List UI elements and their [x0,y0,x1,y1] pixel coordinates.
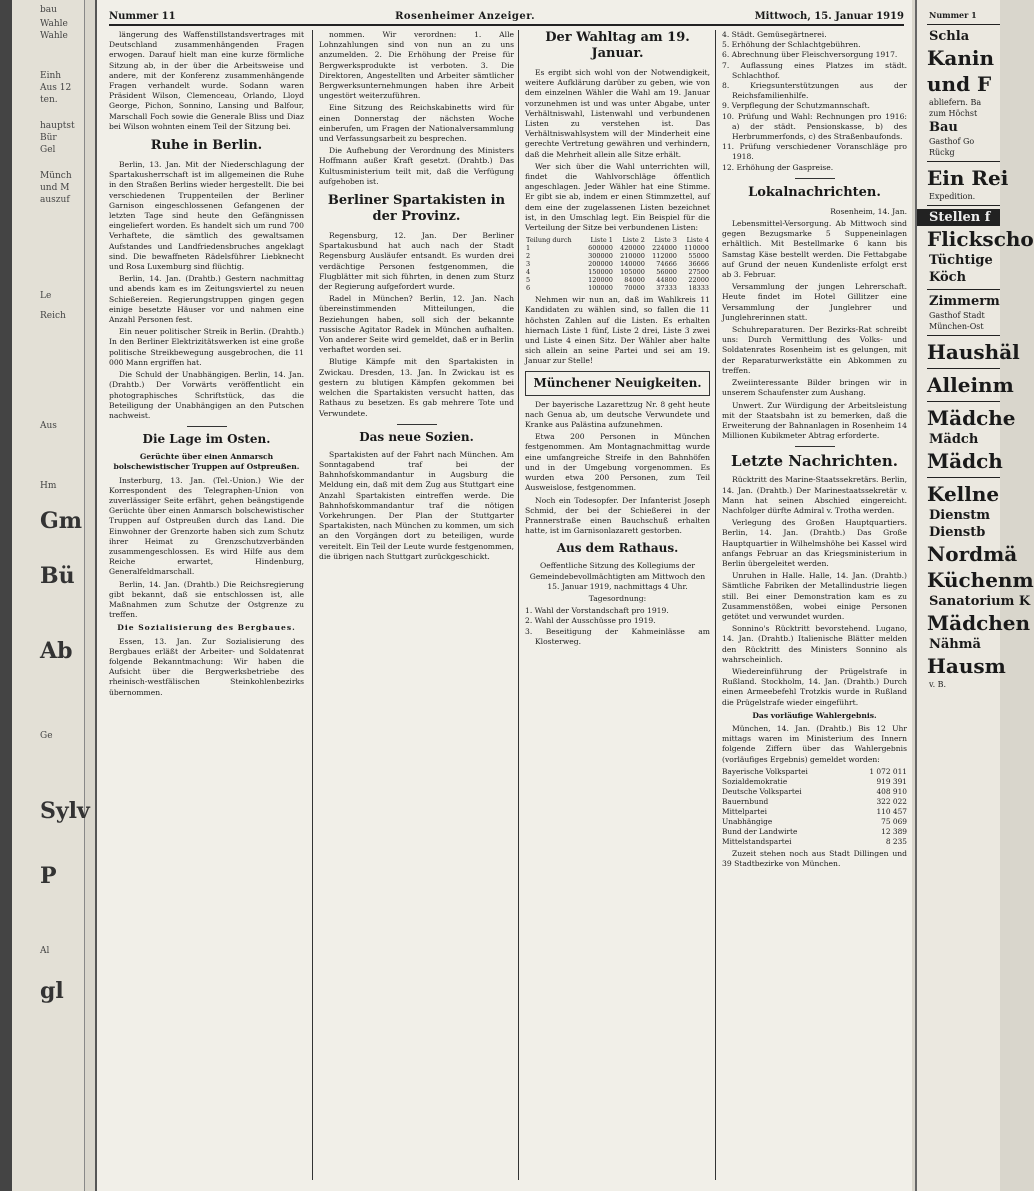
vote-count: 110 457 [876,806,907,816]
table-cell: 140000 [620,260,645,269]
party-name: Mittelstandspartei [722,836,792,846]
page-gutter [0,0,12,1191]
ad-fragment: Küchenm [927,568,1034,592]
headline-osten: Die Lage im Osten. [142,432,271,447]
table-row [722,797,907,807]
table-cell: 22000 [688,276,709,285]
ad-fragment: Flickscho [927,227,1034,251]
right-page-strip [915,0,1034,1191]
table-header: Teilung durch [526,236,572,245]
vote-count: 8 235 [885,836,907,846]
list-item: 7. Auflassung eines Platzes im städt. Schlachthof. [722,60,907,80]
table-cell: 6 [526,284,531,293]
table-row [722,837,907,847]
divider [927,289,1000,290]
divider [927,205,1000,206]
article-text: München, 14. Jan. (Drahtb.) Bis 12 Uhr mittags waren im Ministerium des Innern folgende Ziffern über das Wahlergebnis (vorläufiges Ergebnis) gemeldet worden: [722,723,907,764]
table-header: Liste 3 [654,236,677,245]
list-item: 2. Wahl der Ausschüsse pro 1919. [525,616,656,626]
article-text: Oeffentliche Sitzung des Kollegiums der Gemeindebevollmächtigten am Mittwoch den 15. Januar 1919, nachmittags 4 Uhr. [529,561,706,591]
divider [397,424,437,425]
ad-fragment: Bau [929,120,958,135]
list-item: 5. Erhöhung der Schlachtgebühren. [722,40,861,50]
left-strip-fragment: Aus [40,421,57,431]
headline-spartakisten: Berliner Spartakisten in der Provinz. [327,193,506,225]
ad-fragment: Mädche [927,406,1016,430]
list-item: 10. Prüfung und Wahl: Rechnungen pro 1916: a) der städt. Pensionskasse, b) des Herbrummerfonds, c) des Straßenbaufonds. [722,111,907,142]
article-text: Sonnino's Rücktritt bevorstehend. Lugano, 14. Jan. (Drahtb.) Italienische Blätter melden den Rücktritt des Ministers Sonnino als wahrscheinlich. [722,624,907,664]
ad-fragment: Kanin [927,46,995,70]
article-text: Unruhen in Halle. Halle, 14. Jan. (Drahtb.) Sämtliche Fabriken der Metallindustrie liegen still. Bei einer Demonstration kam es zu Zusammenstößen, wobei einige Personen getötet und verwundet wurden. [722,571,907,621]
table-cell: 3 [526,260,531,269]
left-strip-fragment: Ge [40,731,53,741]
left-strip-fragment: Al [40,946,50,956]
divider [795,446,835,447]
article-text: Berlin, 14. Jan. (Drahtb.) Gestern nachmittag und abends kam es im Zeitungsviertel zu neuen Schießereien. Regierungstruppen gingen gegen einige besetzte Häuser vor und nahmen eine Anzahl Personen fest. [109,274,304,325]
list-item: 12. Erhöhung der Gaspreise. [722,162,834,172]
article-text: längerung des Waffenstillstandsvertrages mit Deutschland zusammenhängenden Fragen erwogen. Darauf hielt man eine kurze förmliche Sitzung ab, in der über die Arbeitsweise und andere, mit der Konferenz zusammenhängende Fragen verhandelt wurde. Sodann waren Präsident Wilson, Clemenceau, Orlando, Lloyd George, Pichon, Sonnino, Lansing und Balfour, Marschall Foch sowie die Generale Bliss und Diaz bei Wilson wohnten einem Teil der Sitzung bei. [109,30,304,131]
party-name: Bauernbund [722,796,769,806]
party-name: Mittelpartei [722,806,767,816]
vote-count: 75 069 [881,816,907,826]
agenda-list-continued [722,30,907,173]
ad-fragment: Gasthof Stadt [929,311,985,320]
article-text: Es ergibt sich wohl von der Notwendigkeit, weitere Aufklärung darüber zu geben, wie von dem einzelnen Wähler die Wahl am 19. Januar vorzunehmen ist und was unter Abgabe, unter Verhältniswahl, Listenwahl und verbundenen Listen zu verstehen ist. Das Verhältniswahlsystem will der Minderheit eine gerechte Vertretung gewähren und verhindern, daß die Mehrheit allein alle Sitze erhält. [525,68,710,159]
headline-wahltag: Der Wahltag am 19. Januar. [545,30,690,61]
article-text: Wiedereinführung der Prügelstrafe in Rußland. Stockholm, 14. Jan. (Drahtb.) Durch einen Armeebefehl Trotzkis wurde in Rußland die Prügelstrafe wieder eingeführt. [722,666,907,707]
table-cell: 56000 [656,268,677,277]
article-text: Versammlung der jungen Lehrerschaft. Heute findet im Hotel Gillitzer eine Versammlung der Junglehrer und Junglehrerinnen statt. [722,282,907,322]
article-text: Der bayerische Lazarettzug Nr. 8 geht heute nach Genua ab, um deutsche Verwundete und Kranke aus Palästina aufzunehmen. [525,399,710,430]
election-example-table [525,236,710,292]
headline-letzte-nachrichten: Letzte Nachrichten. [731,452,898,471]
ad-fragment: Gasthof Go [929,137,975,146]
ad-fragment: Nordmä [927,542,1018,566]
article-text: Zuzeit stehen noch aus Stadt Dillingen und 39 Stadtbezirke von München. [722,848,907,868]
table-cell: 55000 [688,252,709,261]
table-cell: 27500 [688,268,709,277]
table-header: Liste 4 [686,236,709,245]
article-text: Etwa 200 Personen in München festgenommen. Am Montagnachmittag wurde eine umfangreiche Streife in den Bahnhöfen und in der Umgebung vorgenommen. Es wurden etwa 200 Personen, zum Teil Ausweislose, festgenommen. [525,432,710,493]
table-cell: 224000 [652,244,677,253]
ad-fragment: Nummer 1 [929,10,977,20]
table-cell: 2 [526,252,531,261]
left-strip-fragment: Gm [40,508,83,534]
article-text: nommen. Wir verordnen: 1. Alle Lohnzahlungen sind von nun an zu uns anzumelden. 2. Die Erhöhung der Preise für Bergwerksprodukte ist verboten. 3. Die Direktoren, Angestellten und Arbeiter sämtlicher Bergwerksunternehmungen haben ihre Arbeit ungestört weiterzuführen. [319,30,514,101]
table-cell: 200000 [588,260,613,269]
ad-fragment: zum Höchst [929,109,978,118]
divider [927,368,1000,369]
table-cell: 5 [526,276,531,285]
list-item: 8. Kriegsunterstützungen aus der Reichsfamilienhilfe. [722,81,907,101]
table-cell: 18333 [688,284,709,293]
divider [927,161,1000,162]
ad-fragment: abliefern. Ba [929,98,982,107]
table-cell: 70000 [624,284,645,293]
table-cell: 105000 [620,268,645,277]
left-strip-line: Einh [40,71,62,81]
table-row [722,787,907,797]
headline-rathaus: Aus dem Rathaus. [556,541,679,556]
table-header: Liste 2 [622,236,645,245]
ad-fragment: Köch [929,270,967,285]
column-rule [312,30,313,1180]
table-row [525,252,710,260]
agenda-list [525,606,710,647]
vote-count: 322 022 [876,796,907,806]
table-cell: 120000 [588,276,613,285]
left-strip-line: hauptst [40,121,75,131]
left-strip-line: Wahle [40,31,68,41]
table-cell: 600000 [588,244,613,253]
agenda-heading: Tagesordnung: [588,593,647,603]
ad-fragment: Mädch [927,449,1003,473]
left-strip-fragment: Sylv [40,798,90,824]
column-4 [722,30,907,1180]
ad-fragment: Tüchtige [929,253,993,268]
table-header: Liste 1 [590,236,613,245]
left-strip-line: Aus 12 [40,83,72,93]
ad-fragment: Dienstm [929,508,991,523]
left-strip-line: Wahle [40,19,68,29]
ad-fragment: v. B. [929,680,947,689]
left-strip-line: Gel [40,145,56,155]
left-strip-line: auszuf [40,195,70,205]
list-item: 1. Wahl der Vorstandschaft pro 1919. [525,606,669,616]
headline-berlin: Ruhe in Berlin. [150,138,263,154]
vote-count: 919 391 [876,776,907,786]
left-strip-line: ten. [40,95,58,105]
table-cell: 37333 [656,284,677,293]
article-text: Essen, 13. Jan. Zur Sozialisierung des Bergbaues erläßt der Arbeiter- und Soldatenrat folgende Bekanntmachung: Wir haben die Aufsicht über die Bergwerksbetriebe des rheinisch-westfälischen Steinkohlenbezirks übernommen. [109,636,304,697]
page-header [109,8,904,26]
party-name: Bayerische Volkspartei [722,766,808,776]
table-row [525,268,710,276]
ad-fragment: Stellen f [917,209,1000,226]
article-text: Unwert. Zur Würdigung der Arbeitsleistung mit der Staatsbahn ist zu bemerken, daß die Erweiterung der Bahnanlagen in Rosenheim 14 Millionen Kubikmeter Abtrag erforderte. [722,400,907,441]
article-text: Berlin, 13. Jan. Mit der Niederschlagung der Spartakusherrschaft ist im allgemeinen die Ruhe in den Straßen Berlins wieder hergestellt. Die bei verschiedenen Truppenteilen der Berliner Garnison eingeschlossenen Gefangenen der letzten Tage sind heute den Gefängnissen eingeliefert worden. Es handelt sich um rund 700 Verhaftete, die sämtlich des gewaltsamen Aufstandes und Landfriedensbruches angeklagt sind. Die bewaffneten Rädelsführer Liebknecht und Rosa Luxemburg sind flüchtig. [109,160,304,272]
table-cell: 74666 [656,260,677,269]
table-cell: 4 [526,268,531,277]
party-name: Sozialdemokratie [722,776,788,786]
article-text: Berlin, 14. Jan. (Drahtb.) Die Reichsregierung gibt bekannt, daß sie entschlossen ist, alle Maßnahmen zum Schutze der Ostgrenze zu treffen. [109,579,304,620]
issue-number: Nummer 11 [109,10,176,22]
left-strip-line: Bür [40,133,57,143]
left-strip-fragment: gl [40,978,64,1004]
table-cell: 420000 [620,244,645,253]
ad-fragment: Rückg [929,148,955,157]
divider [927,24,1000,25]
newspaper-title: Rosenheimer Anzeiger. [395,10,536,22]
headline-sozialisierung: Die Sozialisierung des Bergbaues. [117,623,296,633]
left-strip-fragment: Bü [40,563,75,589]
headline-lokalnachrichten: Lokalnachrichten. [748,184,881,200]
ad-fragment: München-Ost [929,322,984,331]
table-row [525,244,710,252]
table-row [525,276,710,284]
article-text: Verlegung des Großen Hauptquartiers. Berlin, 14. Jan. (Drahtb.) Das Große Hauptquartier in Wilhelmshöhe bei Kassel wird anfangs Februar an das Kriegsministerium in Berlin übergeleitet werden. [722,518,907,568]
election-results-table [722,767,907,847]
table-cell: 84000 [624,276,645,285]
left-strip-line: und M [40,183,70,193]
ad-fragment: Haushäl [927,340,1020,364]
left-strip-fragment: Le [40,291,52,301]
table-row [722,817,907,827]
ad-fragment: Sanatorium K [929,594,1031,609]
article-text: Rücktritt des Marine-Staatssekretärs. Berlin, 14. Jan. (Drahtb.) Der Marinestaatssekretär v. Mann hat seinen Abschied eingereicht. Nachfolger dürfte Admiral v. Trotha werden. [722,475,907,515]
ad-fragment: Ein Rei [927,166,1009,190]
table-cell: 300000 [588,252,613,261]
ad-fragment: Kellne [927,482,1000,506]
article-text: Regensburg, 12. Jan. Der Berliner Spartakusbund hat auch nach der Stadt Regensburg Ausläufer entsandt. Es wurden drei verdächtige Personen festgenommen, die Flugblätter mit sich führten, in denen zum Sturz der Regierung aufgefordert wurde. [319,231,514,292]
party-name: Unabhängige [722,816,773,826]
article-text: Insterburg, 13. Jan. (Tel.-Union.) Wie der Korrespondent des Telegraphen-Union von zuverlässiger Seite erfährt, gehen beängstigende Gerüchte über einen Anmarsch bolschewistischer Truppen auf Ostpreußen durch das Land. Die Einwohner der Grenzorte haben sich zum Schutz ihrer Heimat zu Grenzschutzverbänden zusammengeschlossen. Es wird Hilfe aus dem Reiche erwartet, Hindenburg, Generalfeldmarschall. [109,475,304,577]
list-item: 4. Städt. Gemüsegärtnerei. [722,30,827,39]
table-cell: 150000 [588,268,613,277]
table-row [722,807,907,817]
article-text: Schuhreparaturen. Der Bezirks-Rat schreibt uns: Durch Vermittlung des Volks- und Soldatenrates Rosenheim ist es gelungen, mit der Reparaturwerkstätte ein Abkommen zu treffen. [722,325,907,375]
divider [927,477,1000,478]
ad-fragment: Zimmerm [929,294,1000,309]
column-1 [109,30,304,1180]
ad-fragment: Alleinm [927,373,1014,397]
ad-fragment: Schla [929,29,970,44]
column-rule [715,30,716,1180]
table-cell: 210000 [620,252,645,261]
headline-neuigkeiten: Münchener Neuigkeiten. [533,375,702,390]
list-item: 3. Beseitigung der Kahmeinlässe am Klosterweg. [525,626,710,646]
vote-count: 1 072 011 [869,766,907,776]
table-header-row [525,236,710,244]
table-cell: 112000 [652,252,677,261]
article-text: Blutige Kämpfe mit den Spartakisten in Zwickau. Dresden, 13. Jan. In Zwickau ist es gestern zu blutigen Kämpfen gekommen bei welchen die Spartakisten versucht hatten, das Rathaus zu besetzen. Es gab mehrere Tote und Verwundete. [319,357,514,418]
table-row [722,827,907,837]
left-strip-fragment: P [40,863,57,889]
divider [795,178,835,179]
party-name: Bund der Landwirte [722,826,798,836]
divider [927,335,1000,336]
article-text: Zweiinteressante Bilder bringen wir in unserem Schaufenster zum Aushang. [722,378,907,398]
headline-wahlergebnis: Das vorläufige Wahlergebnis. [752,710,877,720]
left-strip-fragment: Ab [40,638,73,664]
section-box [525,371,710,396]
party-name: Deutsche Volkspartei [722,786,802,796]
dateline: Rosenheim, 14. Jan. [830,206,907,216]
ad-fragment: und F [927,72,992,96]
table-cell: 100000 [588,284,613,293]
article-text: Die Schuld der Unabhängigen. Berlin, 14. Jan. (Drahtb.) Der Vorwärts veröffentlicht ein photographisches Schriftstück, das die Beteiligung der Unabhängigen an den Putschen nachweist. [109,370,304,420]
left-strip-fragment: Reich [40,311,66,321]
column-2 [319,30,514,1180]
article-text: Noch ein Todesopfer. Der Infanterist Joseph Schmid, der bei der Schießerei in der Prannerstraße einen Bauchschuß erhalten hatte, ist im Garnisonlazarett gestorben. [525,495,710,536]
divider [187,426,227,427]
table-row [722,777,907,787]
article-text: Nehmen wir nun an, daß im Wahlkreis 11 Kandidaten zu wählen sind, so fallen die 11 höchsten Zahlen auf die Listen. Es erhalten hiernach Liste 1 fünf, Liste 2 drei, Liste 3 zwei und Liste 4 einen Sitz. Der Wähler aber halte sich allein an seine Partei und sei am 19. Januar zur Stelle! [525,295,710,366]
column-3 [525,30,710,1180]
list-item: 11. Prüfung verschiedener Voranschläge pro 1918. [722,142,907,162]
table-row [525,284,710,292]
left-strip-line: Münch [40,171,72,181]
table-row [525,260,710,268]
ad-fragment: Mädch [929,432,979,447]
issue-date: Mittwoch, 15. Januar 1919 [754,10,904,22]
table-cell: 110000 [684,244,709,253]
vote-count: 12 389 [881,826,907,836]
table-cell: 44800 [656,276,677,285]
left-page-strip [0,0,90,1191]
list-item: 6. Abrechnung über Fleischversorgung 1917. [722,50,898,60]
table-row [722,767,907,777]
divider [927,401,1000,402]
article-text: Spartakisten auf der Fahrt nach München. Am Sonntagabend traf bei der Bahnhofskommandantur in Augsburg die Meldung ein, daß mit dem Zug aus Stuttgart eine Anzahl Spartakisten eintreffen werde. Die Bahnhofskommandantur traf die nötigen Vorkehrungen. Der Plan der Stuttgarter Spartakisten, nach München zu kommen, um sich an den Vorgängen dort zu beteiligen, wurde vereitelt. Ein Teil der Leute wurde festgenommen, die übrigen nach Stuttgart zurückgeschickt. [319,449,514,561]
left-strip-line: bau [40,5,57,15]
ad-fragment: Hausm [927,654,1006,678]
left-strip-fragment: Hm [40,481,57,491]
column-rule [518,30,519,1180]
ad-fragment: Nähmä [929,637,981,652]
table-cell: 1 [526,244,531,253]
article-text: Lebensmittel-Versorgung. Ab Mittwoch sind gegen Bezugsmarke 5 Suppeneinlagen erhältlich. Mit Bestellmarke 6 kann bis Samstag Käse bestellt werden. Die Fettabgabe auf Grund der neuen Kundenliste erfolgt erst ab 3. Februar. [722,219,907,280]
vote-count: 408 910 [876,786,907,796]
article-text: Wer sich über die Wahl unterrichten will, findet die Wahlvorschläge öffentlich angeschlagen. Jeder Wähler hat eine Stimme. Er gibt sie ab, indem er einen Stimmzettel, auf dem eine der zugelassenen Listen bezeichnet ist, in den Umschlag legt. Ein Beispiel für die Verteilung der Sitze bei verbundenen Listen: [525,161,710,233]
headline-sozien: Das neue Sozien. [359,429,474,444]
ad-fragment: Expedition. [929,192,976,201]
ad-fragment: Mädchen [927,611,1031,635]
list-item: 9. Verpflegung der Schutzmannschaft. [722,101,870,111]
article-text: Eine Sitzung des Reichskabinetts wird für einen Donnerstag der nächsten Woche einberufen, um Fragen der Nationalversammlung und Verfassungsarbeit zu besprechen. [319,103,514,144]
article-text: Radel in München? Berlin, 12. Jan. Nach übereinstimmenden Mitteilungen, die Beziehungen haben, soll sich der bekannte russische Agitator Radek in München aufhalten. Von anderer Seite wird gemeldet, daß er in Berlin verhaftet worden sei. [319,294,514,355]
article-text: Die Aufhebung der Verordnung des Ministers Hoffmann außer Kraft gesetzt. (Drahtb.) Das Kultusministerium teilt mit, daß die Verfügung aufgehoben ist. [319,146,514,186]
article-subhead: Gerüchte über einen Anmarsch bolschewistischer Truppen auf Ostpreußen. [113,452,300,472]
article-text: Ein neuer politischer Streik in Berlin. (Drahtb.) In den Berliner Elektrizitätswerken ist eine große politische Streikbewegung ausgebrochen, die 11 000 Mann ergriffen hat. [109,327,304,367]
ad-fragment: Dienstb [929,525,986,540]
table-cell: 36666 [688,260,709,269]
newspaper-page [95,0,912,1191]
